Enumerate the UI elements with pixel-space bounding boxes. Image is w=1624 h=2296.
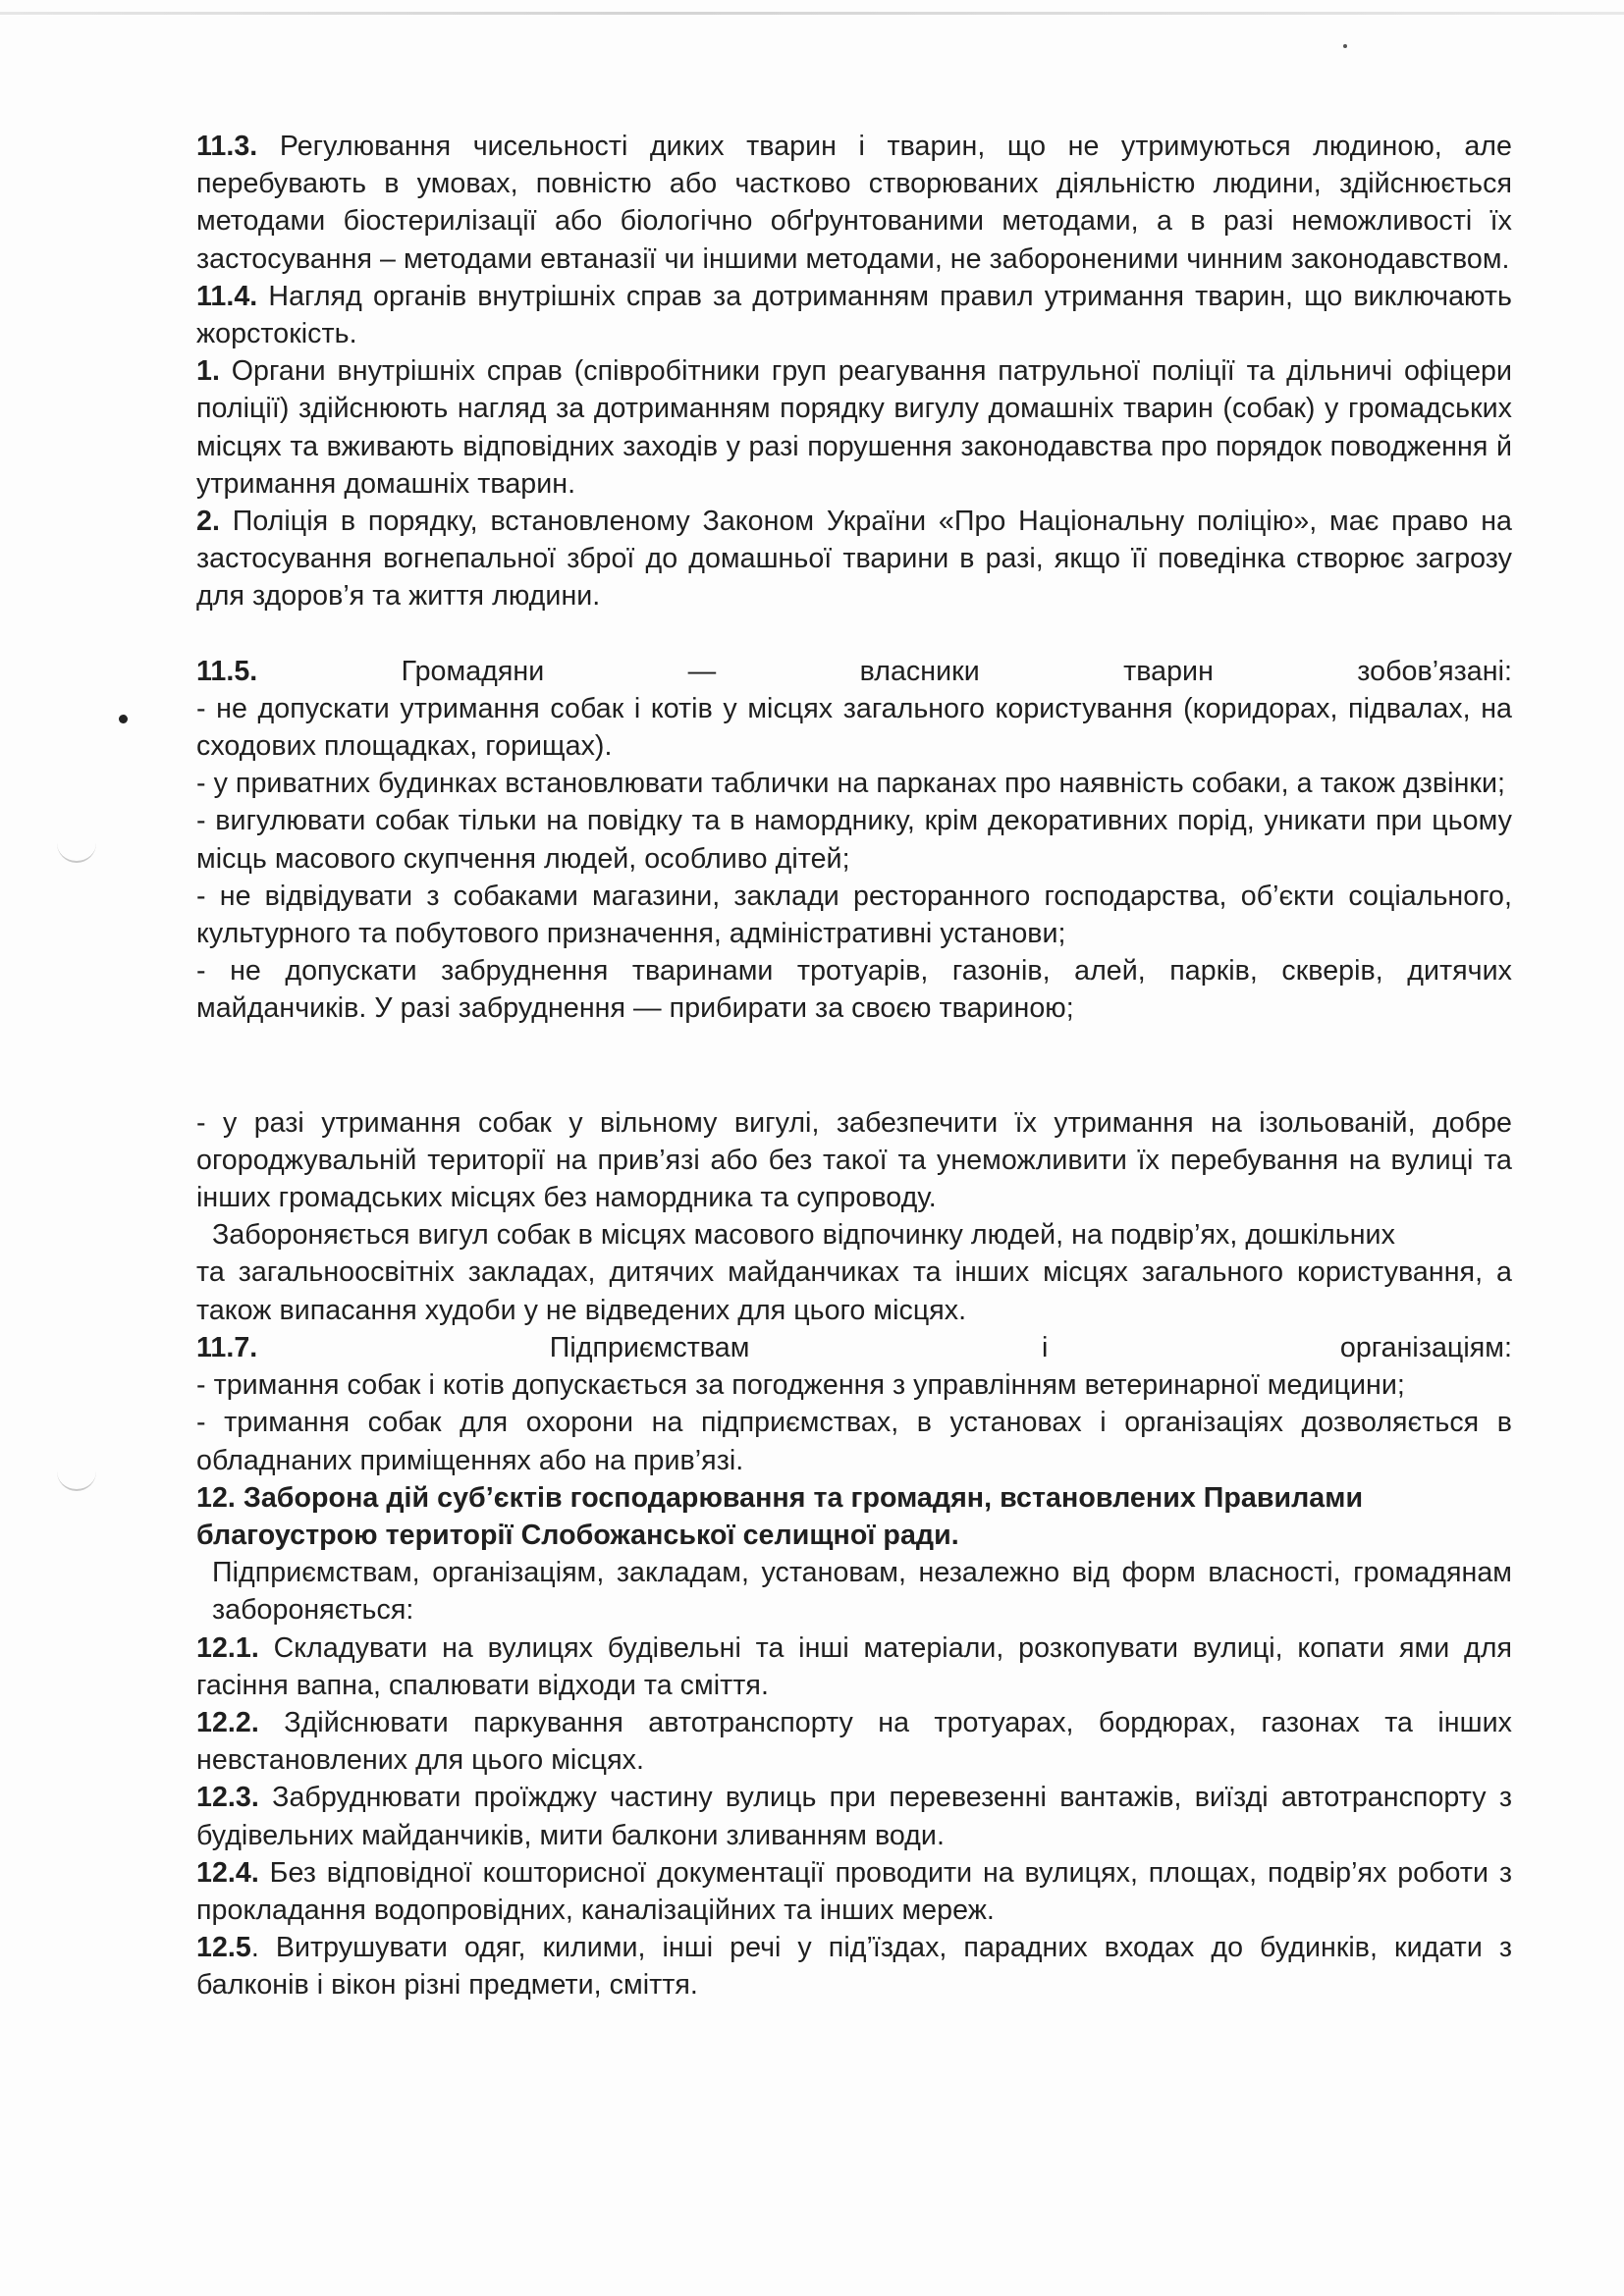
list-item-text: - тримання собак для охорони на підприємствах, в установах і організаціях дозволяється в обладнаних приміщеннях або на прив’язі. [196, 1407, 1512, 1476]
section-heading-12 [196, 1479, 1512, 1554]
list-item-text: - у разі утримання собак у вільному вигулі, забезпечити їх утримання на ізольованій, добре огороджувальній території на прив’язі або без такої та унеможливити їх перебування на вулиці та інших громадських місцях без намордника та супроводу. [196, 1106, 1512, 1214]
paragraph-12-1 [196, 1629, 1512, 1704]
paragraph-12-2 [196, 1704, 1512, 1779]
list-item [196, 765, 1512, 802]
paragraph-2 [196, 503, 1512, 615]
list-item [196, 952, 1512, 1027]
paragraph-text: Без відповідної кошторисної документації проводити на вулицях, площах, подвір’ях роботи з прокладання водопровідних, каналізаційних та інших мереж. [196, 1856, 1512, 1926]
paragraph-11-7 [196, 1329, 1512, 1366]
paragraph-text: Громадяни — власники тварин зобов’язані: [257, 655, 1512, 687]
section-number: 11.4. [196, 280, 258, 312]
paragraph-text: Нагляд органів внутрішніх справ за дотриманням правил утримання тварин, що виключають жорстокість. [196, 280, 1512, 350]
spacer [196, 615, 1512, 653]
paragraph-text: Поліція в порядку, встановленому Законом України «Про Національну поліцію», має право на застосування вогнепальної зброї до домашньої тварини в разі, якщо її поведінка створює загрозу для здоров’я та життя людини. [196, 506, 1512, 613]
section-number: 12.1. [196, 1631, 259, 1664]
list-item [196, 802, 1512, 877]
paragraph-11-3 [196, 128, 1512, 278]
list-item [196, 878, 1512, 952]
punch-hole-mark [57, 1468, 96, 1491]
paragraph-11-4 [196, 278, 1512, 352]
section-number: 12.5 [196, 1932, 251, 1964]
list-item [196, 1104, 1512, 1217]
list-item-text: - не допускати утримання собак і котів у місцях загального користування (коридорах, підвалах, на сходових площадках, горищах). [196, 692, 1512, 763]
paragraph-text: Органи внутрішніх справ (співробітники груп реагування патрульної поліції та дільничі офіцери поліції) здійснюють нагляд за дотриманням порядку вигулу домашніх тварин (собак) у громадських місцях та вживають відповідних заходів у разі порушення законодавства про порядок поводження й утримання домашніх тварин. [196, 355, 1512, 500]
list-item-text: - не відвідувати з собаками магазини, заклади ресторанного господарства, об’єкти соціального, культурного та побутового призначення, адміністративні установи; [196, 880, 1512, 950]
paragraph-prohibition [196, 1216, 1512, 1254]
list-item-text: - у приватних будинках встановлювати таблички на парканах про наявність собаки, а також дзвінки; [196, 768, 1505, 800]
section-number: 11.5. [196, 655, 258, 687]
scan-speck [1343, 44, 1347, 48]
section-number: 1. [196, 355, 220, 388]
document-body [196, 128, 1512, 2004]
section-number: 2. [196, 506, 220, 538]
paragraph-1 [196, 352, 1512, 503]
spacer [196, 1028, 1512, 1104]
paragraph-12-5 [196, 1929, 1512, 2003]
section-number: 12.2. [196, 1706, 259, 1738]
paragraph-text: Підприємствам, організаціям, закладам, установам, незалежно від форм власності, громадянам забороняється: [212, 1557, 1512, 1627]
section-number: 12.3. [196, 1782, 259, 1814]
section-number: 11.7. [196, 1331, 258, 1363]
punch-hole-mark [57, 839, 96, 863]
paragraph-11-5 [196, 653, 1512, 690]
paragraph-text: та загальноосвітніх закладах, дитячих майданчиках та інших місцях загального користування, а також випасання худоби у не відведених для цього місцях. [196, 1256, 1512, 1326]
scan-speck [119, 715, 128, 723]
paragraph-text: Забруднювати проїжджу частину вулиць при перевезенні вантажів, виїзді автотранспорту з будівельних майданчиків, мити балкони зливанням води. [196, 1782, 1512, 1851]
section-number: 12.4. [196, 1856, 259, 1889]
paragraph-text: Складувати на вулицях будівельні та інші матеріали, розкопувати вулиці, копати ями для гасіння вапна, спалювати відходи та сміття. [196, 1631, 1512, 1701]
paragraph-12-3 [196, 1779, 1512, 1853]
scan-edge [0, 12, 1624, 15]
list-item-text: - не допускати забруднення тваринами тротуарів, газонів, алей, парків, скверів, дитячих майданчиків. У разі забруднення — прибирати за своєю твариною; [196, 955, 1512, 1025]
heading-text: 12. Заборона дій суб’єктів господарювання та громадян, встановлених Правилами благоустрою території Слобожанської селищної ради. [196, 1481, 1364, 1551]
paragraph-text: Регулювання чисельності диких тварин і тварин, що не утримуються людиною, але перебувають в умовах, повністю або частково створюваних діяльністю людини, здійснюється методами біостерилізації або біологічно обґрунтованими методами, а в разі неможливості їх застосування – методами евтаназії чи іншими методами, не забороненими чинним законодавством. [196, 131, 1512, 275]
list-item-text: - вигулювати собак тільки на повідку та в наморднику, крім декоративних порід, уникати при цьому місць масового скупчення людей, особливо дітей; [196, 805, 1512, 875]
section-number: 11.3. [196, 131, 258, 162]
paragraph-text: . Витрушувати одяг, килими, інші речі у під’їздах, парадних входах до будинків, кидати з балконів і вікон різні предмети, сміття. [196, 1932, 1512, 2002]
paragraph-intro-12 [196, 1554, 1512, 1629]
paragraph-continuation [196, 1254, 1512, 1328]
paragraph-text: Забороняється вигул собак в місцях масового відпочинку людей, на подвір’ях, дошкільних [212, 1219, 1395, 1252]
paragraph-12-4 [196, 1854, 1512, 1929]
list-item [196, 1404, 1512, 1478]
list-item [196, 1366, 1512, 1404]
list-item [196, 690, 1512, 765]
list-item-text: - тримання собак і котів допускається за погодження з управлінням ветеринарної медицини; [196, 1369, 1405, 1402]
paragraph-text: Підприємствам і організаціям: [257, 1331, 1512, 1363]
paragraph-text: Здійснювати паркування автотранспорту на тротуарах, бордюрах, газонах та інших невстановлених для цього місцях. [196, 1706, 1512, 1777]
